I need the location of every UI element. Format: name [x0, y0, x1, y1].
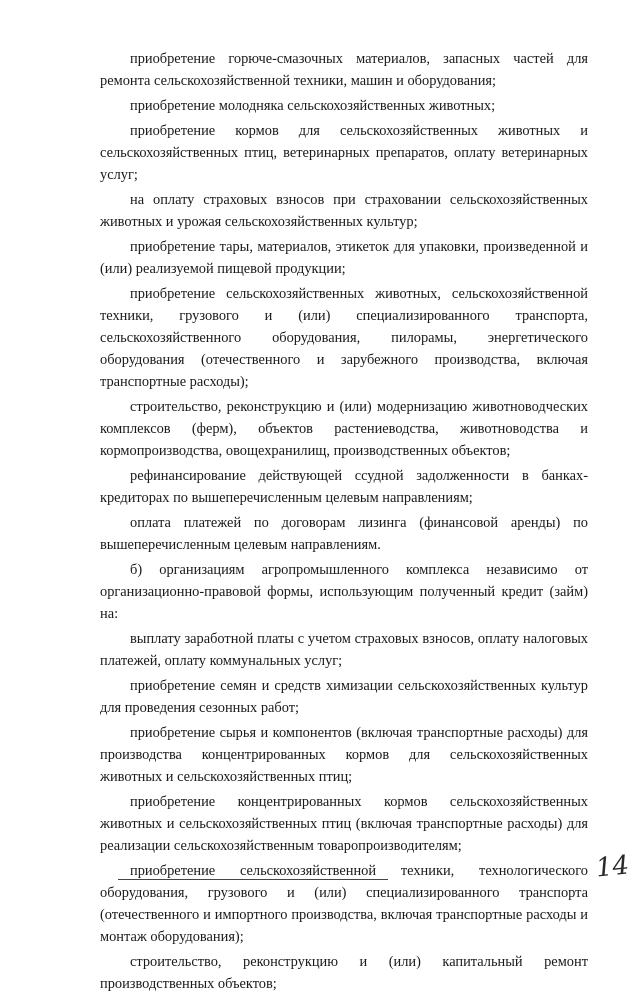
paragraph: приобретение концентрированных кормов сельскохозяйственных животных и сельскохозяйственных птиц (включая транспортные расходы) для реализации сельскохозяйственным товаропроизводителям;: [100, 794, 588, 854]
paragraph: б) организациям агропромышленного комплекса независимо от организационно-правовой формы, использующим полученный кредит (займ) на:: [100, 562, 588, 622]
paragraph: приобретение тары, материалов, этикеток для упаковки, произведенной и (или) реализуемой пищевой продукции;: [100, 239, 588, 277]
paragraph: выплату заработной платы с учетом страховых взносов, оплату налоговых платежей, оплату коммунальных услуг;: [100, 631, 588, 669]
paragraph: приобретение сырья и компонентов (включая транспортные расходы) для производства концентрированных кормов для сельскохозяйственных животных и сельскохозяйственных птиц;: [100, 725, 588, 785]
paragraph: приобретение сельскохозяйственной техники, технологического оборудования, грузового и (или) специализированного транспорта (отечественного и импортного производства, включая транспортные расходы и монтаж оборудования);: [100, 863, 588, 945]
document-body: [100, 48, 588, 998]
paragraph: рефинансирование действующей ссудной задолженности в банках-кредиторах по вышеперечисленным целевым направлениям;: [100, 468, 588, 506]
footer-divider: [118, 879, 388, 880]
paragraph: приобретение горюче-смазочных материалов, запасных частей для ремонта сельскохозяйственной техники, машин и оборудования;: [100, 51, 588, 89]
page-number: 14: [594, 850, 631, 884]
paragraph: приобретение кормов для сельскохозяйственных животных и сельскохозяйственных птиц, ветеринарных препаратов, оплату ветеринарных услуг;: [100, 123, 588, 183]
paragraph: на оплату страховых взносов при страховании сельскохозяйственных животных и урожая сельскохозяйственных культур;: [100, 192, 588, 230]
paragraph: строительство, реконструкцию и (или) модернизацию животноводческих комплексов (ферм), объектов растениеводства, животноводства и кормопроизводства, овощехранилищ, производственных объектов;: [100, 399, 588, 459]
paragraph: приобретение молодняка сельскохозяйственных животных;: [130, 98, 496, 114]
paragraph: строительство, реконструкцию и (или) капитальный ремонт производственных объектов;: [100, 954, 588, 992]
paragraph: оплата платежей по договорам лизинга (финансовой аренды) по вышеперечисленным целевым направлениям.: [100, 515, 588, 553]
paragraph: приобретение сельскохозяйственных животных, сельскохозяйственной техники, грузового и (или) специализированного транспорта, сельскохозяйственного оборудования, пилорамы, энергетического оборудования (отечественного и зарубежного производства, включая транспортные расходы);: [100, 286, 588, 390]
paragraph: приобретение семян и средств химизации сельскохозяйственных культур для проведения сезонных работ;: [100, 678, 588, 716]
